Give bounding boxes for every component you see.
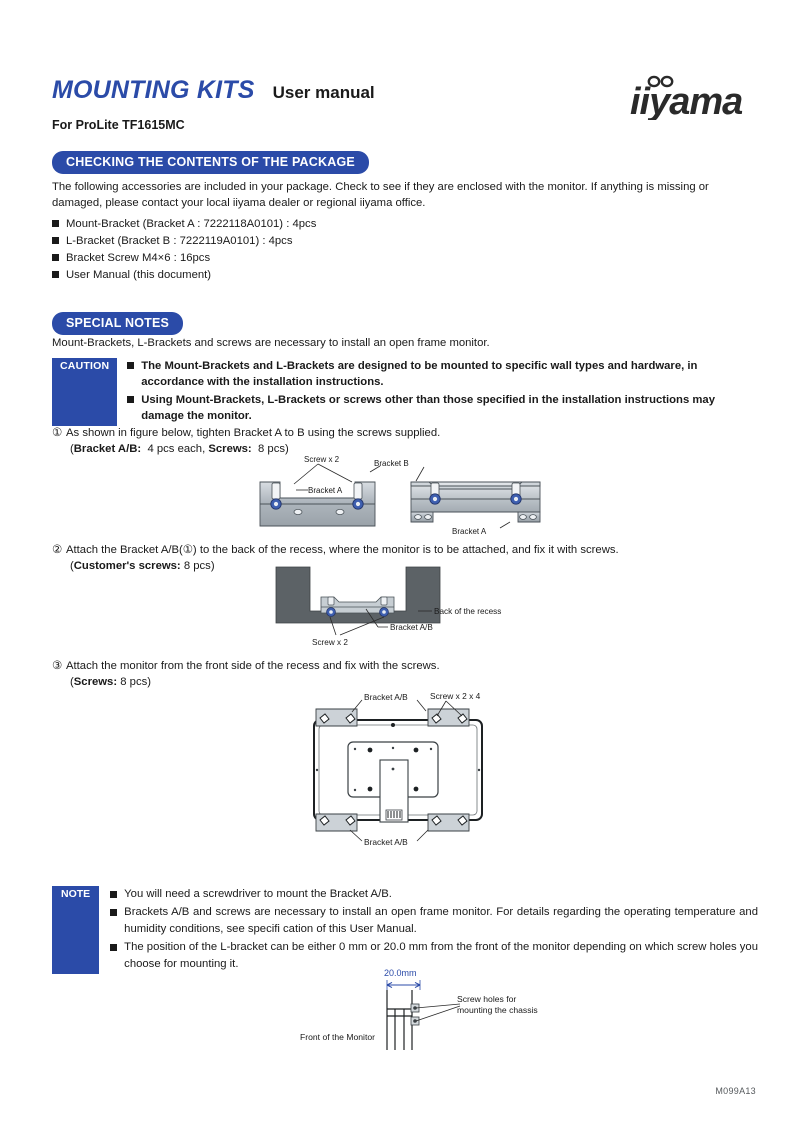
step-3-number: ③ (52, 660, 63, 672)
step-1-sub-plain-1: 4 pcs each, (147, 443, 206, 456)
step-2-subline: (Customer's screws: 8 pcs) (70, 560, 215, 573)
step-1-text: As shown in figure below, tighten Bracket A to B using the screws supplied. (66, 427, 441, 439)
square-bullet-icon (127, 396, 134, 403)
figure2-label-back: Back of the recess (434, 607, 502, 616)
square-bullet-icon (127, 362, 134, 369)
list-item (110, 886, 758, 903)
step-2-sub-bold-1: Customer's screws: (73, 560, 181, 573)
figure-monitor-back (300, 690, 520, 855)
special-notes-intro: Mount-Brackets, L-Brackets and screws are necessary to install an open frame monitor. (52, 337, 490, 349)
figure-bracket-offset (292, 964, 582, 1059)
caution-item-label: Using Mount-Brackets, L-Brackets or screws other than those specified in the installation instructions may damage the monitor. (141, 394, 715, 423)
figure3-label-bracket-bottom: Bracket A/B (364, 837, 408, 847)
figure2-label-bracket-ab: Bracket A/B (390, 623, 433, 632)
list-item-label: Bracket Screw M4×6 : 16pcs (66, 252, 211, 265)
list-item (127, 358, 758, 390)
figure2-label-screw: Screw x 2 (312, 638, 348, 647)
square-bullet-icon (52, 271, 59, 278)
caution-badge: CAUTION (52, 358, 117, 426)
figure1-label-bracket-a-right: Bracket A (452, 527, 487, 536)
step-3 (52, 658, 758, 691)
caution-item-label: The Mount-Brackets and L-Brackets are designed to be mounted to specific wall types and hardware, in accordance with the installation instructions. (141, 360, 698, 389)
list-item (127, 392, 758, 424)
figure4-label-screw-holes-2: mounting the chassis (457, 1005, 538, 1015)
square-bullet-icon (52, 254, 59, 261)
step-3-sub-plain-1: 8 pcs) (120, 676, 152, 689)
step-3-line (52, 658, 758, 674)
step-2-sub-plain-1: 8 pcs) (183, 560, 215, 573)
svg-text:iiyama: iiyama (630, 81, 743, 120)
square-bullet-icon (52, 220, 59, 227)
step-1-sub-bold-2: Screws: (208, 443, 252, 456)
figure-bracket-assembly (252, 452, 542, 545)
list-item (52, 216, 752, 233)
figure1-label-bracket-a-left: Bracket A (308, 486, 343, 495)
page-subtitle: User manual (272, 83, 375, 102)
step-1-subline: (Bracket A/B: 4 pcs each, Screws: 8 pcs) (70, 443, 289, 456)
package-intro-text: The following accessories are included in your package. Check to see if they are enclosed with the monitor. If anything is missing or damaged, please contact your local iiyama dealer or regional iiyama office. (52, 181, 709, 209)
step-1-sub-bold-1: Bracket A/B: (73, 443, 142, 456)
figure3-label-bracket-top: Bracket A/B (364, 692, 408, 702)
figure4-label-screw-holes-1: Screw holes for (457, 994, 517, 1004)
step-1-sub-plain-2: 8 pcs) (257, 443, 289, 456)
section-heading-package: CHECKING THE CONTENTS OF THE PACKAGE (52, 151, 369, 174)
list-item-label: User Manual (this document) (66, 269, 212, 282)
caution-block (52, 358, 758, 426)
step-3-text: Attach the monitor from the front side of the recess and fix with the screws. (66, 660, 440, 672)
footer-code: M099A13 (715, 1086, 756, 1096)
note-list (110, 886, 758, 974)
figure3-label-screw: Screw x 2 x 4 (430, 691, 481, 701)
caution-list (127, 358, 758, 426)
step-2-number: ② (52, 544, 63, 556)
section-heading-special-notes: SPECIAL NOTES (52, 312, 183, 335)
square-bullet-icon (110, 944, 117, 951)
figure4-label-front: Front of the Monitor (300, 1032, 375, 1042)
square-bullet-icon (110, 909, 117, 916)
package-item-list (52, 216, 752, 285)
square-bullet-icon (110, 891, 117, 898)
note-block (52, 886, 758, 974)
list-item-label: Mount-Bracket (Bracket A : 7222118A0101) : 4pcs (66, 218, 317, 230)
figure1-label-screw: Screw x 2 (304, 455, 340, 464)
list-item (52, 267, 752, 284)
iiyama-logo (626, 72, 756, 120)
note-item-label: The position of the L-bracket can be either 0 mm or 20.0 mm from the front of the monitor depending on which screw holes you choose for mounting it. (124, 940, 758, 970)
model-line: For ProLite TF1615MC (52, 118, 185, 132)
list-item (52, 250, 752, 267)
note-badge: NOTE (52, 886, 99, 974)
note-item-label: Brackets A/B and screws are necessary to install an open frame monitor. For details regarding the operating temperature and humidity conditions, see specifi cation of this User Manual. (124, 905, 758, 935)
step-3-subline: (Screws: 8 pcs) (70, 676, 152, 689)
step-2-text: Attach the Bracket A/B(①) to the back of the recess, where the monitor is to be attached, and fix it with screws. (66, 544, 619, 556)
step-2-line (52, 542, 758, 558)
figure1-label-bracket-b: Bracket B (374, 459, 409, 468)
page-title: MOUNTING KITS (52, 76, 255, 104)
note-item-label: You will need a screwdriver to mount the Bracket A/B. (124, 888, 392, 900)
figure4-label-dimension: 20.0mm (384, 968, 417, 978)
list-item (52, 233, 752, 250)
step-1-line (52, 425, 758, 441)
list-item-label: L-Bracket (Bracket B : 7222119A0101) : 4pcs (66, 235, 293, 248)
step-1-number: ① (52, 427, 63, 439)
step-3-sub-bold-1: Screws: (73, 676, 118, 689)
figure-recess-mount (266, 565, 556, 652)
list-item (110, 904, 758, 938)
square-bullet-icon (52, 237, 59, 244)
